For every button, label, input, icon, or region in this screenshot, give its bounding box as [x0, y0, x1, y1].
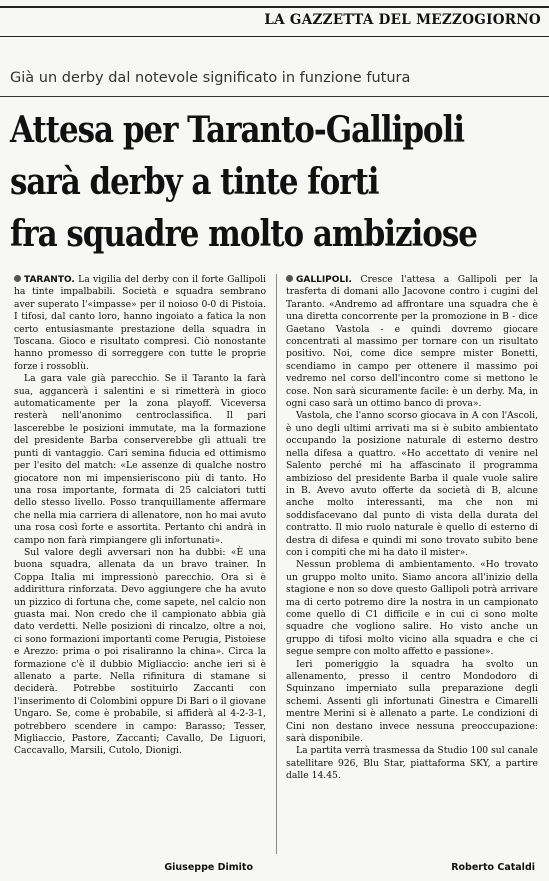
right-paragraph-1-text: Cresce l'attesa a Gallipoli per la trasferta di domani allo Jacovone contro i cugini del Taranto. «Andremo ad affrontare una squadra che è una diretta concorrente per la promozione in B - dice Gaetano Vastola - e quindi dovremo giocare concentrati al massimo per tornare con un risultato positivo. Noi, come dice sempre mister Bonetti, scendiamo in campo per ottenere il massimo poi vedremo nel corso dell'incontro come si mettono le cose. Non sarà sicuramente facile: è un derby. Ma, in ogni caso sarà un ottimo banco di prova».: [286, 274, 538, 410]
headline-line-2: sarà derby a tinte forti: [10, 161, 379, 203]
headline: [10, 104, 477, 260]
left-column: [14, 274, 266, 758]
left-paragraph-3: Sul valore degli avversari non ha dubbi: «È una buona squadra, allenata da un bravo trainer. In Coppa Italia mi impressionò parecchio. Ora si è addirittura rinforzata. Devo aggiungere che ha avuto un pizzico di fortuna che, come sapete, nel calcio non guasta mai. Non credo che il campionato abbia già dato verdetti. Nelle posizioni di rincalzo, oltre a noi, ci sono formazioni importanti come Perugia, Pistoiese e Arezzo: prima o poi risaliranno la china». Circa la formazione c'è il dubbio Migliaccio: anche ieri si è allenato a parte. Nella rifinitura di stamane si deciderà. Potrebbe sostituirlo Zaccanti con l'inserimento di Colombini oppure Di Bari o il giovane Ungaro. Se, come è probabile, si affiderà al 4-2-3-1, potrebbero scendere in campo: Barasso; Tesser, Migliaccio, Pastore, Zaccanti; Cavallo, De Liguori, Caccavallo, Marsili, Cutolo, Dionigi.: [14, 546, 266, 757]
byline-left: Giuseppe Dimito: [164, 862, 253, 873]
byline-right: Roberto Cataldi: [451, 862, 535, 873]
bullet-icon: [286, 275, 293, 282]
column-divider: [276, 274, 277, 854]
headline-line-1: Attesa per Taranto-Gallipoli: [10, 109, 465, 151]
headline-line-3: fra squadre molto ambiziose: [10, 213, 477, 255]
masthead: [0, 0, 549, 40]
left-paragraph-2: La gara vale già parecchio. Se il Taranto la farà sua, aggancerà i salentini e si rimetterà in gioco automaticamente per la zona playoff. Viceversa resterà nell'anonimo centroclassifica. Il pari lascerebbe le posizioni immutate, ma la formazione del presidente Barba conserverebbe gli attuali tre punti di vantaggio. Cari semina fiducia ed ottimismo per l'esito del match: «Le assenze di qualche nostro giocatore non mi impensieriscono più di tanto. Ho una rosa importante, formata di 25 calciatori tutti dello stesso livello. Posso tranquillamente affermare che nella mia carriera di allenatore, non ho mai avuto una rosa così forte e assortita. Pertanto chi andrà in campo non farà rimpiangere gli infortunati».: [14, 373, 266, 546]
kicker-divider: [0, 96, 549, 97]
right-paragraph-4: Ieri pomeriggio la squadra ha svolto un allenamento, presso il centro Mondodoro di Squinzano imperniato sulla preparazione degli schemi. Assenti gli infortunati Ginestra e Cimarelli mentre Merini si è allenato a parte. Le condizioni di Cini non destano invece nessuna preoccupazione: sarà disponibile.: [286, 658, 538, 745]
left-paragraph-1: [14, 274, 266, 373]
newspaper-name: LA GAZZETTA DEL MEZZOGIORNO: [264, 12, 541, 28]
right-paragraph-2: Vastola, che l'anno scorso giocava in A con l'Ascoli, è uno degli ultimi arrivati ma si è subito ambientato occupando la posizione naturale di esterno destro nella difesa a quattro. «Ho accettato di venire nel Salento perché mi ha affascinato il programma ambizioso del presidente Barba il quale vuole salire in B. Avevo avuto offerte da società di B, alcune anche molto interessanti, ma che non mi soddisfacevano dal punto di vista della durata del contratto. Il mio ruolo naturale è quello di esterno di destra di difesa e quindi mi sono trovato subito bene con i compiti che mi ha dato il mister».: [286, 410, 538, 558]
dateline-taranto: TARANTO.: [24, 275, 75, 285]
right-paragraph-1: [286, 274, 538, 410]
masthead-bottom-rule: [0, 36, 549, 37]
left-paragraph-1-text: La vigilia del derby con il forte Gallipoli ha tinte impalbabili. Società e squadra sembrano aver superato l'«impasse» per il noioso 0-0 di Pistoia. I tifosi, dal canto loro, hanno ingoiato a fatica la non certo entusiasmante prestazione della squadra in Toscana. Gioco e risultato compresi. Ciò nonostante hanno promesso di sorreggere con tutte le proprie forze i rossoblù.: [14, 274, 266, 372]
bullet-icon: [14, 275, 21, 282]
kicker: Già un derby dal notevole significato in funzione futura: [10, 70, 411, 86]
right-column: [286, 274, 538, 783]
masthead-top-rule: [0, 6, 549, 8]
right-paragraph-5: La partita verrà trasmessa da Studio 100 sul canale satellitare 926, Blu Star, piattaforma SKY, a partire dalle 14.45.: [286, 745, 538, 782]
right-paragraph-3: Nessun problema di ambientamento. «Ho trovato un gruppo molto unito. Siamo ancora all'inizio della stagione e non so dove questo Gallipoli potrà arrivare ma di certo potremo dire la nostra in un campionato come quello di C1 difficile e in cui ci sono molte squadre che vogliono salire. Ho visto anche un gruppo di tifosi molto vicino alla squadra e che ci segue sempre con molto affetto e passione».: [286, 559, 538, 658]
dateline-gallipoli: GALLIPOLI.: [296, 275, 352, 285]
